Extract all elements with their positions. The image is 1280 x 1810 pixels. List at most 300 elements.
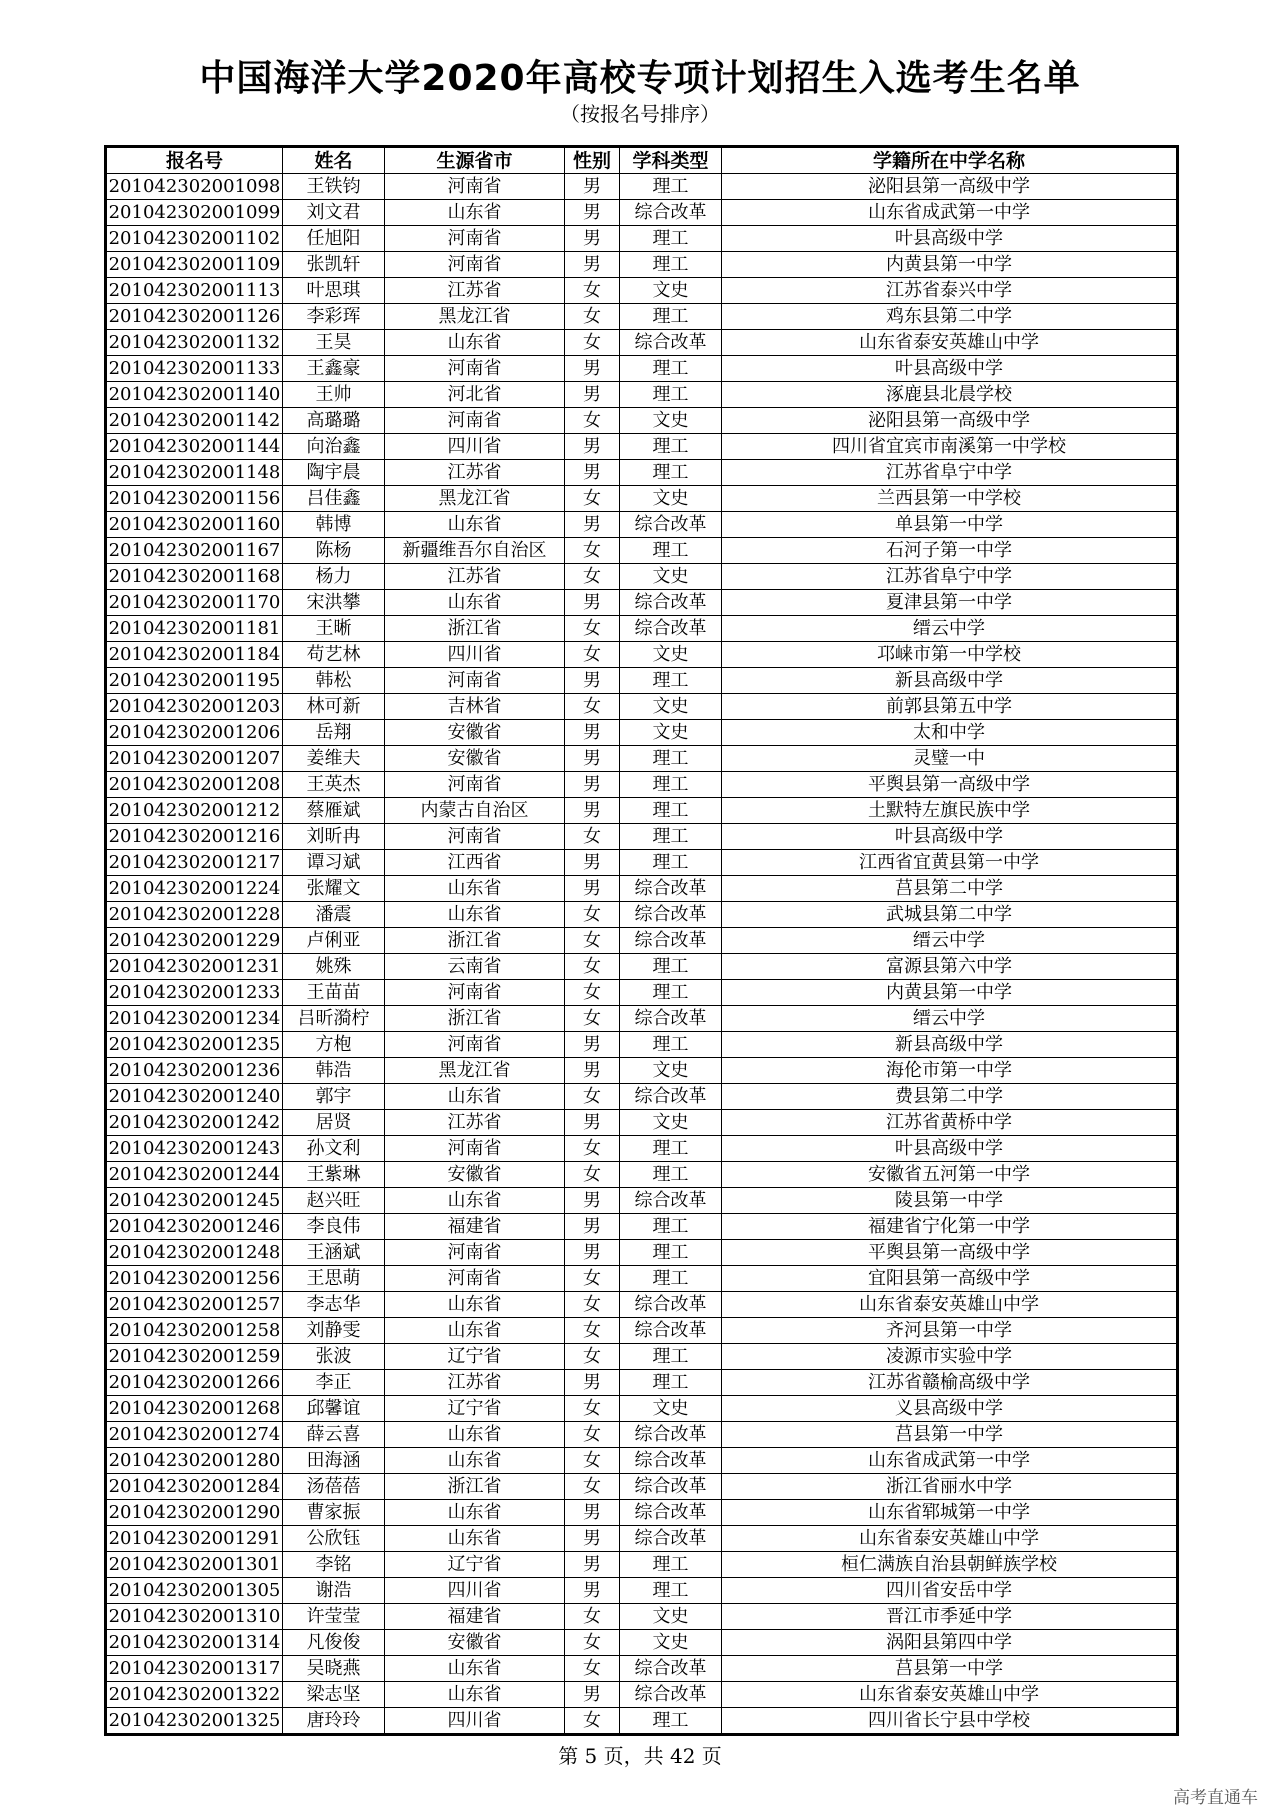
cell-name: 吕昕漪柠 (283, 1006, 385, 1032)
cell-gender: 男 (565, 1058, 620, 1084)
cell-school: 陵县第一中学 (722, 1188, 1178, 1214)
cell-name: 曹家振 (283, 1500, 385, 1526)
cell-registration-no: 201042302001274 (106, 1422, 283, 1448)
table-row (106, 1214, 1178, 1240)
cell-registration-no: 201042302001168 (106, 564, 283, 590)
cell-province: 江苏省 (385, 1110, 565, 1136)
cell-registration-no: 201042302001224 (106, 876, 283, 902)
cell-school: 涡阳县第四中学 (722, 1630, 1178, 1656)
cell-subject-type: 综合改革 (620, 1656, 722, 1682)
cell-name: 刘静雯 (283, 1318, 385, 1344)
table-row (106, 460, 1178, 486)
cell-gender: 男 (565, 1370, 620, 1396)
table-row (106, 1396, 1178, 1422)
cell-school: 内黄县第一中学 (722, 980, 1178, 1006)
table-row (106, 1240, 1178, 1266)
cell-subject-type: 文史 (620, 1058, 722, 1084)
table-row (106, 1110, 1178, 1136)
cell-registration-no: 201042302001314 (106, 1630, 283, 1656)
cell-registration-no: 201042302001268 (106, 1396, 283, 1422)
cell-name: 王昊 (283, 330, 385, 356)
table-row (106, 1526, 1178, 1552)
cell-province: 山东省 (385, 902, 565, 928)
cell-gender: 男 (565, 746, 620, 772)
table-row (106, 1448, 1178, 1474)
cell-subject-type: 理工 (620, 304, 722, 330)
cell-province: 山东省 (385, 200, 565, 226)
cell-name: 许莹莹 (283, 1604, 385, 1630)
cell-registration-no: 201042302001229 (106, 928, 283, 954)
cell-subject-type: 综合改革 (620, 200, 722, 226)
cell-school: 前郭县第五中学 (722, 694, 1178, 720)
cell-school: 晋江市季延中学 (722, 1604, 1178, 1630)
cell-gender: 男 (565, 876, 620, 902)
cell-province: 江苏省 (385, 1370, 565, 1396)
table-row (106, 174, 1178, 200)
cell-province: 四川省 (385, 434, 565, 460)
cell-province: 辽宁省 (385, 1552, 565, 1578)
cell-subject-type: 综合改革 (620, 1526, 722, 1552)
table-row (106, 928, 1178, 954)
table-row (106, 1318, 1178, 1344)
cell-gender: 女 (565, 616, 620, 642)
cell-school: 莒县第二中学 (722, 876, 1178, 902)
cell-name: 王铁钧 (283, 174, 385, 200)
cell-province: 山东省 (385, 1656, 565, 1682)
cell-subject-type: 文史 (620, 694, 722, 720)
cell-registration-no: 201042302001099 (106, 200, 283, 226)
cell-province: 山东省 (385, 1318, 565, 1344)
cell-name: 凡俊俊 (283, 1630, 385, 1656)
cell-gender: 男 (565, 1526, 620, 1552)
cell-province: 河南省 (385, 1032, 565, 1058)
cell-province: 内蒙古自治区 (385, 798, 565, 824)
table-row (106, 252, 1178, 278)
cell-subject-type: 理工 (620, 460, 722, 486)
cell-school: 土默特左旗民族中学 (722, 798, 1178, 824)
cell-subject-type: 理工 (620, 1370, 722, 1396)
cell-gender: 男 (565, 1578, 620, 1604)
table-row (106, 746, 1178, 772)
table-row (106, 1188, 1178, 1214)
cell-registration-no: 201042302001102 (106, 226, 283, 252)
cell-province: 山东省 (385, 876, 565, 902)
cell-registration-no: 201042302001284 (106, 1474, 283, 1500)
cell-gender: 女 (565, 486, 620, 512)
cell-name: 李良伟 (283, 1214, 385, 1240)
cell-gender: 女 (565, 1422, 620, 1448)
table-row (106, 1656, 1178, 1682)
cell-school: 内黄县第一中学 (722, 252, 1178, 278)
cell-subject-type: 理工 (620, 824, 722, 850)
cell-province: 河北省 (385, 382, 565, 408)
cell-subject-type: 文史 (620, 564, 722, 590)
cell-school: 宜阳县第一高级中学 (722, 1266, 1178, 1292)
cell-gender: 男 (565, 1682, 620, 1708)
cell-registration-no: 201042302001245 (106, 1188, 283, 1214)
cell-province: 山东省 (385, 1448, 565, 1474)
cell-registration-no: 201042302001098 (106, 174, 283, 200)
cell-school: 叶县高级中学 (722, 824, 1178, 850)
cell-province: 河南省 (385, 1240, 565, 1266)
cell-school: 缙云中学 (722, 1006, 1178, 1032)
cell-registration-no: 201042302001243 (106, 1136, 283, 1162)
cell-gender: 男 (565, 1214, 620, 1240)
cell-subject-type: 理工 (620, 1578, 722, 1604)
cell-province: 安徽省 (385, 720, 565, 746)
cell-name: 林可新 (283, 694, 385, 720)
cell-school: 平舆县第一高级中学 (722, 1240, 1178, 1266)
cell-school: 山东省泰安英雄山中学 (722, 1526, 1178, 1552)
cell-province: 福建省 (385, 1604, 565, 1630)
cell-school: 灵璧一中 (722, 746, 1178, 772)
cell-name: 高璐璐 (283, 408, 385, 434)
table-row (106, 616, 1178, 642)
cell-registration-no: 201042302001236 (106, 1058, 283, 1084)
cell-gender: 男 (565, 174, 620, 200)
cell-registration-no: 201042302001291 (106, 1526, 283, 1552)
cell-registration-no: 201042302001208 (106, 772, 283, 798)
cell-name: 韩博 (283, 512, 385, 538)
cell-province: 山东省 (385, 330, 565, 356)
cell-province: 吉林省 (385, 694, 565, 720)
cell-school: 泌阳县第一高级中学 (722, 174, 1178, 200)
cell-gender: 男 (565, 1032, 620, 1058)
cell-subject-type: 理工 (620, 954, 722, 980)
cell-subject-type: 文史 (620, 408, 722, 434)
cell-gender: 女 (565, 564, 620, 590)
table-row (106, 1708, 1178, 1735)
cell-gender: 女 (565, 278, 620, 304)
cell-school: 武城县第二中学 (722, 902, 1178, 928)
cell-school: 江苏省泰兴中学 (722, 278, 1178, 304)
cell-province: 浙江省 (385, 1474, 565, 1500)
table-row (106, 1422, 1178, 1448)
cell-registration-no: 201042302001167 (106, 538, 283, 564)
cell-gender: 男 (565, 798, 620, 824)
cell-province: 河南省 (385, 356, 565, 382)
cell-subject-type: 综合改革 (620, 330, 722, 356)
cell-province: 江苏省 (385, 564, 565, 590)
cell-registration-no: 201042302001325 (106, 1708, 283, 1735)
cell-school: 山东省成武第一中学 (722, 1448, 1178, 1474)
table-row (106, 1266, 1178, 1292)
cell-subject-type: 综合改革 (620, 1500, 722, 1526)
cell-registration-no: 201042302001148 (106, 460, 283, 486)
table-row (106, 824, 1178, 850)
cell-gender: 女 (565, 1006, 620, 1032)
cell-registration-no: 201042302001242 (106, 1110, 283, 1136)
cell-gender: 男 (565, 720, 620, 746)
cell-registration-no: 201042302001142 (106, 408, 283, 434)
cell-subject-type: 综合改革 (620, 1188, 722, 1214)
cell-school: 山东省郓城第一中学 (722, 1500, 1178, 1526)
table-row (106, 850, 1178, 876)
cell-province: 四川省 (385, 1708, 565, 1735)
table-row (106, 1032, 1178, 1058)
cell-subject-type: 理工 (620, 226, 722, 252)
cell-gender: 女 (565, 980, 620, 1006)
cell-registration-no: 201042302001322 (106, 1682, 283, 1708)
cell-gender: 男 (565, 512, 620, 538)
cell-subject-type: 文史 (620, 486, 722, 512)
cell-subject-type: 理工 (620, 434, 722, 460)
cell-registration-no: 201042302001259 (106, 1344, 283, 1370)
cell-school: 桓仁满族自治县朝鲜族学校 (722, 1552, 1178, 1578)
table-row (106, 200, 1178, 226)
cell-name: 韩浩 (283, 1058, 385, 1084)
cell-school: 费县第二中学 (722, 1084, 1178, 1110)
cell-name: 苟艺林 (283, 642, 385, 668)
cell-province: 山东省 (385, 1084, 565, 1110)
cell-province: 辽宁省 (385, 1344, 565, 1370)
cell-gender: 女 (565, 330, 620, 356)
cell-subject-type: 综合改革 (620, 590, 722, 616)
table-row (106, 798, 1178, 824)
cell-province: 山东省 (385, 1188, 565, 1214)
cell-registration-no: 201042302001231 (106, 954, 283, 980)
table-body (106, 174, 1178, 1735)
cell-subject-type: 综合改革 (620, 902, 722, 928)
cell-registration-no: 201042302001256 (106, 1266, 283, 1292)
cell-gender: 男 (565, 252, 620, 278)
cell-gender: 男 (565, 850, 620, 876)
cell-name: 姚殊 (283, 954, 385, 980)
table-row (106, 486, 1178, 512)
cell-school: 太和中学 (722, 720, 1178, 746)
cell-gender: 女 (565, 1084, 620, 1110)
cell-registration-no: 201042302001144 (106, 434, 283, 460)
cell-gender: 女 (565, 954, 620, 980)
cell-name: 方枹 (283, 1032, 385, 1058)
cell-province: 浙江省 (385, 928, 565, 954)
cell-school: 浙江省丽水中学 (722, 1474, 1178, 1500)
column-header-province: 生源省市 (385, 147, 565, 174)
cell-registration-no: 201042302001132 (106, 330, 283, 356)
cell-school: 四川省长宁县中学校 (722, 1708, 1178, 1735)
cell-school: 海伦市第一中学 (722, 1058, 1178, 1084)
cell-school: 石河子第一中学 (722, 538, 1178, 564)
cell-registration-no: 201042302001257 (106, 1292, 283, 1318)
cell-name: 唐玲玲 (283, 1708, 385, 1735)
cell-province: 河南省 (385, 226, 565, 252)
cell-subject-type: 综合改革 (620, 512, 722, 538)
cell-subject-type: 理工 (620, 382, 722, 408)
cell-name: 王苗苗 (283, 980, 385, 1006)
cell-registration-no: 201042302001133 (106, 356, 283, 382)
table-row (106, 1474, 1178, 1500)
table-row (106, 1084, 1178, 1110)
cell-school: 叶县高级中学 (722, 226, 1178, 252)
cell-name: 吕佳鑫 (283, 486, 385, 512)
cell-name: 邱馨谊 (283, 1396, 385, 1422)
cell-name: 岳翔 (283, 720, 385, 746)
cell-name: 陈杨 (283, 538, 385, 564)
cell-registration-no: 201042302001140 (106, 382, 283, 408)
cell-subject-type: 综合改革 (620, 1448, 722, 1474)
table-row (106, 408, 1178, 434)
cell-name: 王英杰 (283, 772, 385, 798)
column-header-school: 学籍所在中学名称 (722, 147, 1178, 174)
cell-school: 四川省安岳中学 (722, 1578, 1178, 1604)
table-row (106, 304, 1178, 330)
cell-name: 李彩珲 (283, 304, 385, 330)
cell-school: 义县高级中学 (722, 1396, 1178, 1422)
cell-registration-no: 201042302001246 (106, 1214, 283, 1240)
table-row (106, 1682, 1178, 1708)
cell-province: 辽宁省 (385, 1396, 565, 1422)
cell-name: 谢浩 (283, 1578, 385, 1604)
table-row (106, 356, 1178, 382)
cell-gender: 女 (565, 304, 620, 330)
cell-subject-type: 文史 (620, 1604, 722, 1630)
cell-subject-type: 文史 (620, 1396, 722, 1422)
table-header-row (106, 147, 1178, 174)
cell-registration-no: 201042302001170 (106, 590, 283, 616)
cell-name: 李正 (283, 1370, 385, 1396)
cell-name: 公欣钰 (283, 1526, 385, 1552)
cell-name: 孙文利 (283, 1136, 385, 1162)
column-header-gender: 性别 (565, 147, 620, 174)
cell-school: 富源县第六中学 (722, 954, 1178, 980)
cell-school: 山东省泰安英雄山中学 (722, 1292, 1178, 1318)
cell-subject-type: 综合改革 (620, 928, 722, 954)
cell-name: 杨力 (283, 564, 385, 590)
cell-name: 张耀文 (283, 876, 385, 902)
table-row (106, 226, 1178, 252)
cell-gender: 女 (565, 408, 620, 434)
cell-subject-type: 理工 (620, 174, 722, 200)
cell-gender: 女 (565, 1630, 620, 1656)
cell-name: 王鑫豪 (283, 356, 385, 382)
table-row (106, 720, 1178, 746)
cell-name: 叶思琪 (283, 278, 385, 304)
cell-registration-no: 201042302001212 (106, 798, 283, 824)
table-row (106, 1292, 1178, 1318)
cell-subject-type: 综合改革 (620, 876, 722, 902)
cell-name: 王帅 (283, 382, 385, 408)
cell-province: 云南省 (385, 954, 565, 980)
cell-subject-type: 理工 (620, 1344, 722, 1370)
cell-gender: 女 (565, 1474, 620, 1500)
cell-school: 涿鹿县北晨学校 (722, 382, 1178, 408)
cell-school: 缙云中学 (722, 928, 1178, 954)
cell-gender: 男 (565, 1188, 620, 1214)
cell-name: 薛云喜 (283, 1422, 385, 1448)
table-row (106, 1162, 1178, 1188)
cell-subject-type: 综合改革 (620, 1006, 722, 1032)
cell-registration-no: 201042302001234 (106, 1006, 283, 1032)
column-header-registration-no: 报名号 (106, 147, 283, 174)
cell-subject-type: 理工 (620, 850, 722, 876)
cell-registration-no: 201042302001181 (106, 616, 283, 642)
cell-gender: 男 (565, 460, 620, 486)
table-row (106, 330, 1178, 356)
cell-subject-type: 理工 (620, 1214, 722, 1240)
table-row (106, 1370, 1178, 1396)
cell-registration-no: 201042302001258 (106, 1318, 283, 1344)
cell-subject-type: 理工 (620, 252, 722, 278)
cell-name: 张凯轩 (283, 252, 385, 278)
cell-province: 山东省 (385, 1500, 565, 1526)
cell-registration-no: 201042302001156 (106, 486, 283, 512)
cell-registration-no: 201042302001248 (106, 1240, 283, 1266)
cell-gender: 男 (565, 668, 620, 694)
cell-gender: 男 (565, 434, 620, 460)
cell-subject-type: 理工 (620, 772, 722, 798)
cell-registration-no: 201042302001126 (106, 304, 283, 330)
cell-registration-no: 201042302001235 (106, 1032, 283, 1058)
cell-school: 邛崃市第一中学校 (722, 642, 1178, 668)
cell-subject-type: 理工 (620, 1136, 722, 1162)
cell-school: 山东省成武第一中学 (722, 200, 1178, 226)
cell-registration-no: 201042302001266 (106, 1370, 283, 1396)
cell-province: 江苏省 (385, 278, 565, 304)
cell-province: 江西省 (385, 850, 565, 876)
cell-name: 吴晓燕 (283, 1656, 385, 1682)
table-row (106, 564, 1178, 590)
cell-name: 任旭阳 (283, 226, 385, 252)
cell-gender: 女 (565, 1318, 620, 1344)
cell-province: 山东省 (385, 1526, 565, 1552)
table-row (106, 1552, 1178, 1578)
cell-name: 居贤 (283, 1110, 385, 1136)
cell-name: 向治鑫 (283, 434, 385, 460)
cell-registration-no: 201042302001206 (106, 720, 283, 746)
cell-name: 宋洪攀 (283, 590, 385, 616)
cell-name: 潘震 (283, 902, 385, 928)
table-row (106, 1604, 1178, 1630)
cell-school: 凌源市实验中学 (722, 1344, 1178, 1370)
cell-registration-no: 201042302001216 (106, 824, 283, 850)
admission-table (104, 145, 1179, 1736)
cell-province: 安徽省 (385, 1162, 565, 1188)
cell-gender: 女 (565, 1708, 620, 1735)
cell-gender: 男 (565, 1110, 620, 1136)
table-row (106, 668, 1178, 694)
cell-school: 福建省宁化第一中学 (722, 1214, 1178, 1240)
cell-gender: 女 (565, 1396, 620, 1422)
cell-school: 四川省宜宾市南溪第一中学校 (722, 434, 1178, 460)
cell-gender: 女 (565, 824, 620, 850)
cell-school: 江苏省阜宁中学 (722, 564, 1178, 590)
cell-province: 黑龙江省 (385, 1058, 565, 1084)
cell-gender: 男 (565, 382, 620, 408)
cell-name: 王晰 (283, 616, 385, 642)
cell-subject-type: 文史 (620, 278, 722, 304)
cell-subject-type: 综合改革 (620, 1474, 722, 1500)
cell-gender: 女 (565, 1604, 620, 1630)
table-row (106, 278, 1178, 304)
cell-province: 山东省 (385, 1682, 565, 1708)
cell-registration-no: 201042302001195 (106, 668, 283, 694)
cell-school: 鸡东县第二中学 (722, 304, 1178, 330)
cell-name: 田海涵 (283, 1448, 385, 1474)
cell-province: 河南省 (385, 1136, 565, 1162)
table-row (106, 954, 1178, 980)
cell-name: 姜维夫 (283, 746, 385, 772)
cell-gender: 男 (565, 1552, 620, 1578)
cell-name: 汤蓓蓓 (283, 1474, 385, 1500)
cell-name: 王思萌 (283, 1266, 385, 1292)
table-row (106, 512, 1178, 538)
cell-province: 河南省 (385, 772, 565, 798)
cell-gender: 女 (565, 1656, 620, 1682)
column-header-subject-type: 学科类型 (620, 147, 722, 174)
cell-gender: 男 (565, 200, 620, 226)
cell-school: 莒县第一中学 (722, 1656, 1178, 1682)
table-row (106, 590, 1178, 616)
